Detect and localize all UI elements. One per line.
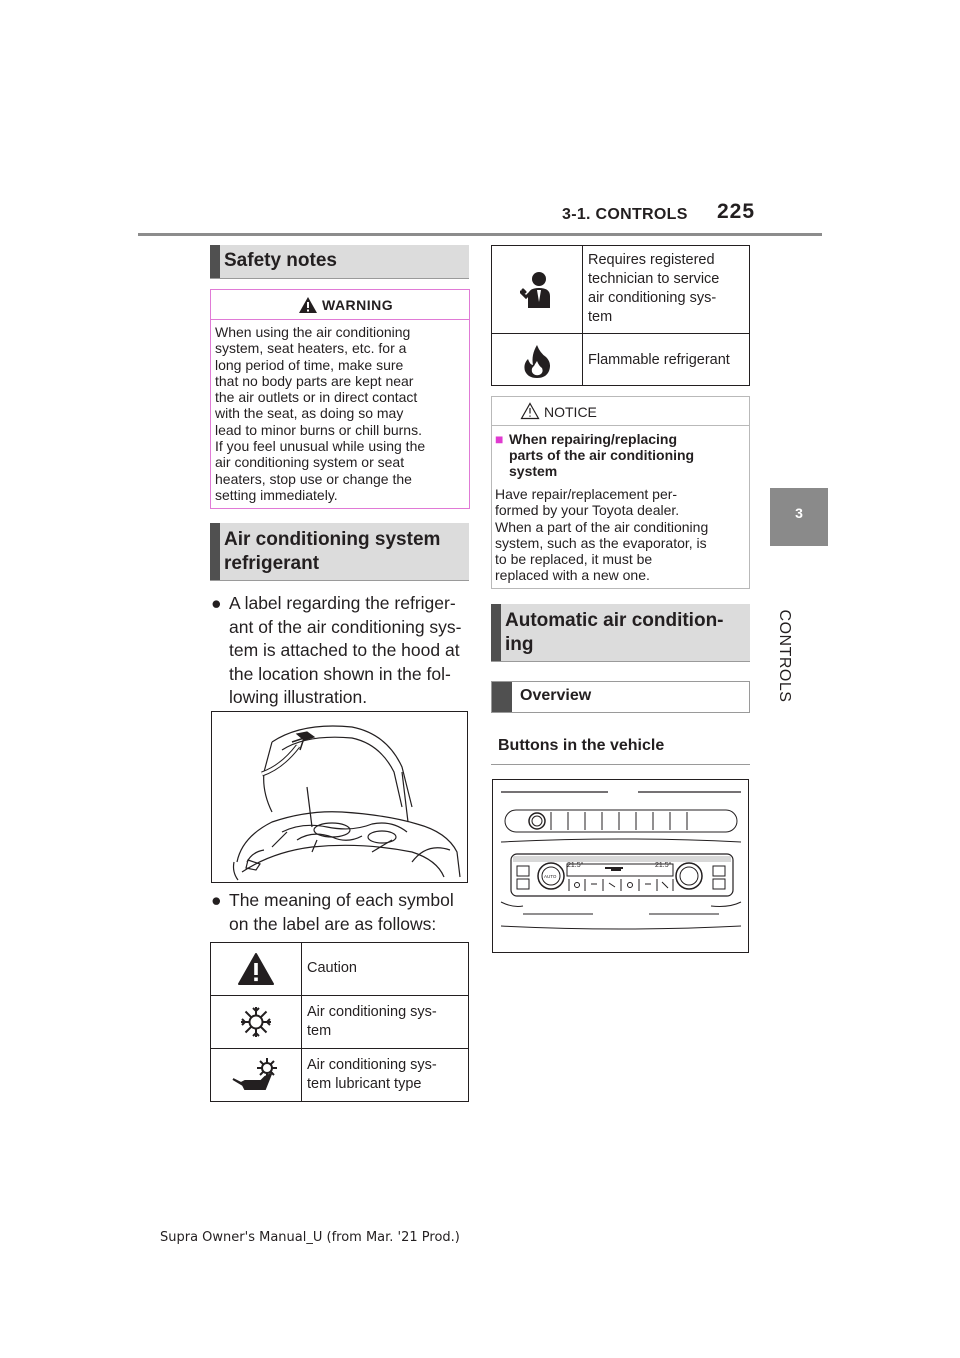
notice-label: NOTICE: [544, 404, 597, 420]
overview-bar: [492, 682, 512, 712]
chapter-tab-number: 3: [795, 505, 803, 521]
symbol-line: tem: [307, 1023, 332, 1039]
warning-line: When using the air conditioning: [215, 324, 411, 340]
warning-box: [210, 289, 470, 509]
table-row: [211, 943, 468, 996]
symbol-line: air conditioning sys-: [588, 290, 717, 306]
symbol-table-left: [210, 942, 469, 1102]
notice-header: [492, 397, 749, 426]
notice-square-bullet: ■: [495, 431, 504, 447]
warning-triangle-icon: [298, 296, 318, 314]
overview-header: [491, 681, 750, 713]
footer-manual-title: Supra Owner's Manual_U (from Mar. '21 Prod.): [160, 1230, 460, 1245]
symbol-description: [588, 251, 719, 327]
table-row: [211, 1049, 468, 1102]
bullet-text: [229, 592, 474, 710]
oil-can-snowflake-icon: [231, 1057, 281, 1095]
chapter-tab-label: [773, 596, 795, 716]
symbol-line: Flammable refrigerant: [588, 352, 730, 368]
section-bar: [210, 245, 220, 278]
warning-line: setting immediately.: [215, 486, 338, 503]
refrigerant-title-line2: refrigerant: [224, 553, 320, 574]
bullet-dot: ●: [211, 593, 222, 613]
header-section-title: 3-1. CONTROLS: [562, 206, 688, 223]
symbol-description: [307, 1056, 437, 1094]
warning-line: lead to minor burns or chill burns.: [215, 421, 422, 438]
warning-header: [211, 290, 469, 320]
symbol-line: technician to service: [588, 271, 720, 287]
warning-line: heaters, stop use or change the: [215, 470, 412, 487]
notice-triangle-icon: [520, 402, 540, 420]
ac-control-panel-illustration: [492, 779, 749, 953]
flame-icon: [522, 343, 552, 379]
panel-auto-label: AUTO: [544, 874, 557, 879]
warning-line: If you feel unusual while using the: [215, 438, 426, 455]
notice-line: to be replaced, it must be: [495, 551, 653, 568]
overview-title: Overview: [520, 687, 592, 704]
auto-ac-title-line2: ing: [505, 634, 534, 655]
table-row: [492, 334, 749, 387]
bullet-text: [229, 889, 474, 936]
notice-subtitle-line: system: [509, 463, 558, 479]
table-row: [492, 246, 749, 334]
symbol-line: Caution: [307, 960, 357, 976]
header-rule: [138, 233, 822, 236]
table-row: [211, 996, 468, 1049]
bullet-symbol-meaning: [211, 889, 476, 937]
refrigerant-title-line1: Air conditioning system: [224, 529, 441, 550]
page-number: 225: [717, 200, 756, 223]
chapter-tab-label-text: CONTROLS: [776, 609, 793, 703]
section-bar: [210, 523, 220, 580]
notice-subtitle-line: parts of the air conditioning: [509, 447, 695, 463]
notice-text: [495, 486, 747, 584]
notice-subtitle: [509, 431, 747, 479]
warning-label: WARNING: [322, 297, 394, 313]
notice-line: Have repair/replacement per-: [495, 486, 678, 502]
warning-text: [215, 324, 467, 503]
bullet-line: The meaning of each symbol: [229, 890, 454, 910]
warning-line: long period of time, make sure: [215, 356, 404, 373]
warning-line: system, seat heaters, etc. for a: [215, 340, 407, 357]
symbol-line: Air conditioning sys-: [307, 1004, 437, 1020]
symbol-line: Requires registered: [588, 252, 715, 268]
warning-line: that no body parts are kept near: [215, 372, 414, 389]
bullet-line: A label regarding the refriger-: [229, 593, 456, 613]
notice-subtitle-line: When repairing/replacing: [509, 431, 678, 447]
technician-icon: [520, 270, 554, 310]
symbol-line: tem: [588, 309, 613, 325]
warning-line: with the seat, as doing so may: [215, 405, 404, 422]
symbol-line: Air conditioning sys-: [307, 1057, 437, 1073]
warning-line: the air outlets or in direct contact: [215, 389, 418, 406]
subsection-rule: [491, 764, 750, 765]
symbol-line: tem lubricant type: [307, 1076, 422, 1092]
symbol-description: [588, 351, 730, 370]
bullet-line: lowing illustration.: [229, 687, 368, 707]
warning-line: air conditioning system or seat: [215, 454, 405, 471]
notice-box: [491, 396, 750, 589]
safety-notes-header: [210, 245, 469, 279]
bullet-dot: ●: [211, 890, 222, 910]
panel-temp-right: 21.5°: [655, 862, 672, 869]
refrigerant-header: [210, 523, 469, 581]
bullet-line: tem is attached to the hood at: [229, 640, 460, 660]
safety-notes-title: Safety notes: [224, 250, 337, 271]
car-hood-open-drawing: [212, 712, 467, 882]
hood-label-illustration: [211, 711, 468, 883]
symbol-description: [307, 959, 357, 978]
notice-line: formed by your Toyota dealer.: [495, 502, 680, 519]
bullet-line: ant of the air conditioning sys-: [229, 616, 462, 637]
ac-control-panel-drawing: [493, 780, 748, 952]
snowflake-icon: [239, 1005, 273, 1039]
buttons-in-vehicle-title: Buttons in the vehicle: [498, 737, 665, 754]
caution-triangle-icon: [237, 952, 275, 986]
panel-temp-left: 21.5°: [567, 862, 584, 869]
auto-ac-header: [491, 604, 750, 662]
auto-ac-title-line1: Automatic air condition-: [505, 610, 724, 631]
bullet-line: on the label are as follows:: [229, 913, 437, 934]
section-bar: [491, 604, 501, 661]
symbol-description: [307, 1003, 437, 1041]
notice-line: replaced with a new one.: [495, 567, 650, 584]
symbol-table-right: [491, 245, 750, 386]
notice-line: system, such as the evaporator, is: [495, 534, 707, 551]
notice-line: When a part of the air conditioning: [495, 518, 709, 535]
bullet-line: the location shown in the fol-: [229, 663, 451, 684]
bullet-label-location: [211, 592, 476, 710]
